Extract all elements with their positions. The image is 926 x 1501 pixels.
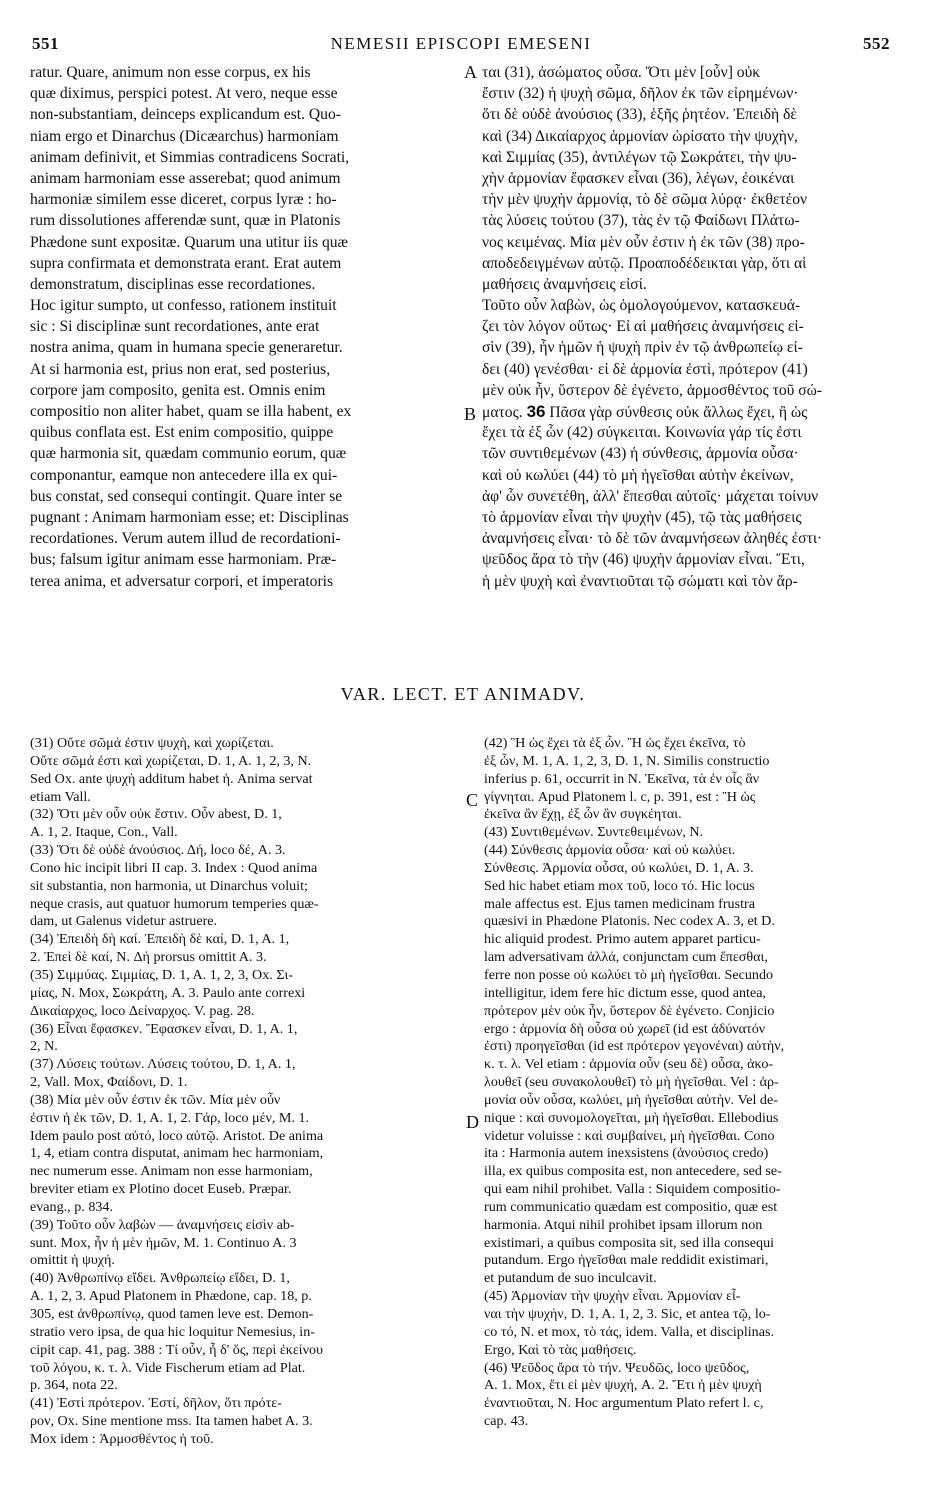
latin-text-line: non-substantiam, deinceps explicandum est. Quo- [30, 106, 341, 124]
note-line: 2, Vall. Mox, Φαίδονι, D. 1. [30, 1074, 188, 1091]
note-line: (32) Ὅτι μὲν οὖν οὐκ ἔστιν. Οὖν abest, D. 1, [30, 806, 282, 823]
latin-text-line: rum dissolutiones afferendæ sunt, quæ in Platonis [30, 212, 341, 230]
note-line: (41) Ἐστὶ πρότερον. Ἐστί, δῆλον, ὅτι πρότε- [30, 1395, 282, 1412]
note-line: τοῦ λόγου, κ. τ. λ. Vide Fischerum etiam ad Plat. [30, 1359, 306, 1376]
note-line: (43) Συντιθεμένων. Συντεθειμένων, N. [484, 824, 704, 841]
note-line: omittit ἡ ψυχή. [30, 1252, 115, 1269]
latin-text-line: harmoniæ similem esse diceret, corpus lyræ : ho- [30, 191, 337, 209]
greek-text-line: δει (40) γενέσθαι· εἰ δὲ ἁρμονία ἐστὶ, πρότερον (41) [482, 360, 808, 378]
greek-text-line: ἀφ' ὧν συνετέθη, ἀλλ' ἕπεσθαι αὐτοῖς· μάχεται τοίνυν [482, 487, 819, 505]
note-line: πρότερον μὲν οὐκ ἦν, ὕστερον δὲ ἐγένετο. Conjicio [484, 1002, 775, 1019]
running-head: NEMESII EPISCOPI EMESENI [330, 34, 592, 53]
greek-text-line: τὰς λύσεις τούτου (37), τὰς ἐν τῷ Φαίδωνι Πλάτω- [482, 212, 800, 230]
note-line: cipit cap. 41, pag. 388 : Τί οὖν, ἦ δ' ὅς, περὶ ἐκείνου [30, 1341, 323, 1358]
greek-text-line: τὴν μὲν ψυχὴν ἁρμονίᾳ, τὸ δὲ σῶμα λύρᾳ· ἐκθετέον [482, 191, 808, 209]
margin-marker-d: D [466, 1112, 479, 1132]
note-line: (34) Ἐπειδὴ δὴ καί. Ἐπειδὴ δὲ καί, D. 1, A. 1, [30, 931, 290, 948]
note-line: (36) Εἶναι ἔφασκεν. Ἔφασκεν εἶναι, D. 1, A. 1, [30, 1020, 298, 1037]
note-line: A. 1, 2, 3. Apud Platonem in Phædone, cap. 18, p. [30, 1288, 312, 1305]
note-line: μονία οὖν οὖσα, κωλύει, μὴ ἡγεῖσθαι αὐτὴν. Vel de- [484, 1091, 778, 1108]
notes-right-column [484, 735, 904, 1431]
greek-text-line: ται (31), ἀσώματος οὖσα. Ὅτι μὲν [οὖν] οὐκ [482, 64, 761, 81]
note-line: Idem paulo post αὐτό, loco αὐτῷ. Aristot. De anima [30, 1127, 324, 1144]
latin-text-line: supra confirmata et demonstrata erant. Erat autem [30, 254, 342, 272]
note-line: co τό, N. et mox, τὸ τάς, idem. Valla, et disciplinas. [484, 1323, 774, 1340]
greek-text-line: καὶ Σιμμίας (35), ἀντιλέγων τῷ Σωκράτει, τὴν ψυ- [482, 148, 797, 166]
note-line: cap. 43. [484, 1413, 529, 1430]
greek-text-line: Τοῦτο οὖν λαβὼν, ὡς ὁμολογούμενον, κατασκευά- [482, 297, 801, 315]
note-line: γίγνηται. Apud Platonem l. c, p. 391, est : Ἢ ὡς [484, 788, 756, 805]
note-line: nique : καὶ συνομολογεῖται, μὴ ἡγεῖσθαι. Ellebodius [484, 1109, 779, 1126]
note-line: sunt. Mox, ἦν ἡ μὲν ἡμῶν, M. 1. Continuo A. 3 [30, 1234, 297, 1251]
note-line: ἐναντιοῦται, N. Hoc argumentum Plato refert l. c, [484, 1395, 764, 1412]
note-line: κ. τ. λ. Vel etiam : ἁρμονία οὖν (seu δὲ) οὖσα, ἀκο- [484, 1056, 774, 1073]
note-line: etiam Vall. [30, 788, 91, 805]
note-line: (33) Ὅτι δὲ οὐδὲ ἀνούσιος. Δή, loco δέ, A. 3. [30, 842, 286, 859]
latin-text-line: bus; falsum igitur animam esse harmoniam. Præ- [30, 551, 337, 569]
greek-text-line: τῶν συντιθεμένων (43) ἡ σύνθεσις, ἁρμονία οὖσα· [482, 445, 799, 463]
greek-text-line: τὸ ἁρμονίαν εἶναι τὴν ψυχὴν (45), τῷ τὰς μαθήσεις [482, 508, 802, 526]
note-line: Sed Ox. ante ψυχὴ additum habet ἡ. Anima servat [30, 770, 313, 787]
note-line: (38) Μία μὲν οὖν ἐστιν ἐκ τῶν. Μία μὲν οὖν [30, 1091, 281, 1108]
latin-text-line: At si harmonia est, prius non erat, sed posterius, [30, 360, 331, 378]
note-line: (37) Λύσεις τούτων. Λύσεις τούτου, D. 1, A. 1, [30, 1056, 296, 1073]
note-line: Cono hic incipit libri II cap. 3. Index : Quod anima [30, 859, 318, 876]
note-line: 305, est ἀνθρωπίνῳ, quod tamen leve est. Demon- [30, 1306, 314, 1322]
margin-marker-b: B [464, 404, 477, 424]
note-line: videtur voluisse : καὶ συμβαίνει, μὴ ἡγεῖσθαι. Cono [484, 1127, 775, 1144]
note-line: harmonia. Atqui nihil prohibet ipsam illorum non [484, 1216, 763, 1233]
note-line: ergo : ἁρμονία δὴ οὖσα οὐ χωρεῖ (id est ἀδύνατόν [484, 1020, 766, 1037]
page-header [32, 34, 890, 56]
greek-text-line: ἔχει τὰ ἐξ ὧν (42) σύγκειται. Κοινωνία γάρ τίς ἐστι [482, 424, 802, 442]
note-line: intelligitur, idem fere hic dictum esse, quod antea, [484, 984, 767, 1001]
note-line: ναι τὴν ψυχήν, D. 1, A. 1, 2, 3. Sic, et antea τῷ, lo- [484, 1306, 771, 1322]
note-line: Σύνθεσις. Ἁρμονία οὖσα, οὐ κωλύει, D. 1, A. 3. [484, 859, 754, 876]
note-line: 2, N. [30, 1038, 58, 1055]
note-line: A. 1. Mox, ἔτι εἰ μὲν ψυχή, A. 2. Ἔτι ἡ μὲν ψυχὴ [484, 1377, 762, 1394]
latin-text-line: Phædone sunt expositæ. Quarum una utitur iis quæ [30, 233, 348, 251]
note-line: ita : Harmonia autem inexsistens (ἀνούσιος credo) [484, 1145, 769, 1162]
note-line: dam, ut Galenus videtur astruere. [30, 913, 218, 930]
note-line: rum communicatio quædam est compositio, quæ est [484, 1198, 778, 1215]
note-line: male affectus est. Ejus tamen medicinam frustra [484, 895, 755, 912]
latin-text-line: niam ergo et Dinarchus (Dicæarchus) harmoniam [30, 127, 339, 145]
latin-text-line: corpore jam composito, genita est. Omnis enim [30, 381, 326, 399]
note-line: ἐκεῖνα ἂν ἔχῃ, ἐξ ὧν ἂν συγκέηται. [484, 806, 682, 823]
latin-text-line: pugnant : Animam harmoniam esse; et: Disciplinas [30, 508, 349, 526]
note-line: (35) Σιμμύας. Σιμμίας, D. 1, A. 1, 2, 3, Ox. Σι- [30, 966, 294, 983]
note-line: ἐστι) προηγεῖσθαι (id est πρότερον γεγονέναι) αὐτὴν, [484, 1038, 785, 1055]
note-line: breviter etiam ex Plotino docet Euseb. Præpar. [30, 1181, 292, 1198]
note-line: stratio vero ipsa, de qua hic loquitur Nemesius, in- [30, 1323, 315, 1340]
note-line: quæsivi in Phædone Platonis. Nec codex A. 3, et D. [484, 913, 775, 930]
note-line: p. 364, nota 22. [30, 1377, 118, 1394]
page-number-right: 552 [863, 34, 890, 53]
note-line: (42) Ἣ ὡς ἔχει τὰ ἐξ ὧν. Ἢ ὡς ἔχει ἐκεῖνα, τὸ [484, 735, 746, 751]
latin-text-line: animam harmoniam esse asserebat; quod animum [30, 169, 341, 187]
note-line: ἐξ ὧν, M. 1, A. 1, 2, 3, D. 1, N. Similis constructio [484, 752, 770, 769]
note-line: evang., p. 834. [30, 1198, 113, 1215]
greek-text-line: χὴν ἁρμονίαν ἔφασκεν εἶναι (36), λέγων, ἐοικέναι [482, 169, 795, 187]
note-line: Ergo, Καὶ τὸ τὰς μαθήσεις. [484, 1341, 637, 1358]
greek-text-line: καὶ οὐ κωλύει (44) τὸ μὴ ἡγεῖσθαι αὐτὴν ἐκείνων, [482, 466, 794, 484]
note-line: (44) Σύνθεσις ἁρμονία οὖσα· καὶ οὐ κωλύει. [484, 842, 736, 859]
page-number-left: 551 [32, 34, 59, 53]
margin-marker-c: C [466, 790, 479, 810]
greek-text-line: μὲν οὐκ ἦν, ὕστερον δὲ ἐγένετο, ἁρμοσθέντος τοῦ σώ- [482, 381, 823, 399]
note-line: inferius p. 61, occurrit in N. Ἐκεῖνα, τὰ ἐν οἷς ἂν [484, 770, 760, 787]
note-line: (40) Ἀνθρωπίνῳ εἴδει. Ἀνθρωπείῳ εἴδει, D. 1, [30, 1270, 290, 1287]
greek-text-line: ἡ μὲν ψυχὴ καὶ ἐναντιοῦται τῷ σώματι καὶ τὸν ἄρ- [482, 572, 798, 590]
greek-text-line: αποδεδειγμένων αὐτῷ. Προαποδέδεικται γὰρ, ὅτι αἱ [482, 254, 807, 272]
notes-left-column [30, 735, 462, 1449]
latin-text-line: quæ harmonia sit, quædam communio eorum, quæ [30, 445, 347, 463]
note-line: lam adversativam ἀλλά, conjunctam cum ἕπεσθαι, [484, 949, 768, 966]
note-line: (31) Οὔτε σῶμά ἐστιν ψυχὴ, καὶ χωρίζεται. [30, 735, 274, 751]
note-line: A. 1, 2. Itaque, Con., Vall. [30, 824, 178, 841]
latin-text-line: recordationes. Verum autem illud de recordationi- [30, 530, 341, 548]
latin-text-line: animam definivit, et Simmias contradicens Socrati, [30, 148, 350, 166]
note-line: putandum. Ergo ἡγεῖσθαι male reddidit existimari, [484, 1252, 769, 1269]
greek-text-line: σὶν (39), ἦν ἡμῶν ἡ ψυχὴ πρὶν ἐν τῷ ἀνθρωπείῳ εἰ- [482, 339, 803, 357]
note-line: Sed hic habet etiam mox τοῦ, loco τό. Hic locus [484, 877, 755, 894]
latin-text-line: quæ diximus, perspici potest. At vero, neque esse [30, 85, 338, 103]
note-line: Οὔτε σῶμά ἐστι καὶ χωρίζεται, D. 1, A. 1, 2, 3, N. [30, 752, 312, 769]
note-line: et putandum de suo inculcavit. [484, 1270, 657, 1287]
note-line: existimari, a quibus composita sit, sed illa consequi [484, 1234, 775, 1251]
latin-text-line: compositio non aliter habet, quam se illa habent, ex [30, 403, 352, 420]
note-line: (39) Τοῦτο οὖν λαβὼν — ἀναμνήσεις εἰσὶν ab- [30, 1216, 295, 1233]
latin-text-column [30, 62, 462, 592]
note-line: 2. Ἐπεὶ δὲ καί, N. Δή prorsus omittit A. 3. [30, 949, 267, 966]
greek-text-line: ἀναμνήσεις εἶναι· τὸ δὲ τῶν ἀναμνήσεων ἀληθές ἐστι· [482, 530, 823, 548]
note-line: 1, 4, etiam contra disputat, animam hec harmoniam, [30, 1145, 324, 1162]
latin-text-line: ratur. Quare, animum non esse corpus, ex his [30, 64, 311, 81]
latin-text-line: nostra anima, quam in humana specie generaretur. [30, 339, 343, 357]
greek-text-line: μαθήσεις ἀναμνήσεις εἰσί. [482, 275, 647, 293]
greek-text-line: νος κειμένας. Μία μὲν οὖν ἐστιν ἡ ἐκ τῶν (38) προ- [482, 233, 805, 251]
greek-text-line: ζει τὸν λόγον οὕτως· Εἰ αἱ μαθήσεις ἀναμνήσεις εἰ- [482, 318, 804, 336]
note-line: qui eam nihil prohibet. Valla : Siquidem compositio- [484, 1181, 781, 1198]
note-line: Δικαίαρχος, loco Δείναρχος. V. pag. 28. [30, 1002, 255, 1019]
latin-text-line: Hoc igitur sumpto, ut confesso, rationem instituit [30, 297, 337, 315]
note-line: nec numerum esse. Animam non esse harmoniam, [30, 1163, 313, 1180]
note-line: (45) Ἁρμονίαν τὴν ψυχὴν εἶναι. Ἁρμονίαν εἶ- [484, 1288, 741, 1305]
note-line: λουθεῖ (seu συνακολουθεῖ) τὸ μὴ ἡγεῖσθαι. Vel : ἁρ- [484, 1074, 779, 1091]
note-line: neque crasis, aut quatuor humorum temperies quæ- [30, 895, 319, 912]
latin-text-line: bus constat, sed consequi contingit. Quare inter se [30, 487, 343, 505]
note-line: ferre non posse οὐ κωλύει τὸ μὴ ἡγεῖσθαι. Secundo [484, 966, 774, 983]
margin-marker-a: A [464, 62, 477, 82]
latin-text-line: quibus conflata est. Est enim compositio, quippe [30, 424, 334, 442]
greek-text-column [482, 62, 900, 592]
greek-text-line: ὅτι δὲ οὐδὲ ἀνούσιος (33), ἑξῆς ῥητέον. Ἐπειδὴ δὲ [482, 106, 797, 124]
note-line: Mox idem : Ἁρμοσθέντος ἡ τοῦ. [30, 1430, 214, 1447]
greek-text-line: ματος. 36 Πᾶσα γὰρ σύνθεσις οὐκ ἄλλως ἔχει, ἢ ὡς [482, 402, 808, 421]
note-line: illa, ex quibus composita est, non antecedere, sed se- [484, 1163, 782, 1180]
note-line: μίας, N. Mox, Σωκράτη, A. 3. Paulo ante correxi [30, 984, 306, 1001]
greek-text-line: ψεῦδος ἄρα τὸ τὴν (46) ψυχὴν ἁρμονίαν εἶναι. Ἔτι, [482, 551, 805, 569]
note-line: sit substantia, non harmonia, ut Dinarchus voluit; [30, 877, 308, 894]
latin-text-line: sic : Si disciplinæ sunt recordationes, ante erat [30, 318, 320, 336]
note-line: ἐστιν ἡ ἐκ τῶν, D. 1, A. 1, 2. Γάρ, loco μέν, M. 1. [30, 1109, 310, 1126]
latin-text-line: componantur, eamque non antecedere illa ex qui- [30, 466, 338, 484]
greek-text-line: ἔστιν (32) ἡ ψυχὴ σῶμα, δῆλον ἐκ τῶν εἰρημένων· [482, 85, 799, 103]
section-title: VAR. LECT. ET ANIMADV. [340, 684, 586, 704]
greek-text-line: καὶ (34) Δικαίαρχος ἁρμονίαν ὡρίσατο τὴν ψυχὴν, [482, 127, 798, 145]
latin-text-line: demonstratum, disciplinas esse recordationes. [30, 275, 316, 293]
note-line: hic aliquid prodest. Primo autem apparet particu- [484, 931, 761, 948]
note-line: ρον, Ox. Sine mentione mss. Ita tamen habet A. 3. [30, 1413, 313, 1430]
section-number: 36 [526, 402, 546, 421]
note-line: (46) Ψεῦδος ἄρα τὸ τήν. Ψευδῶς, loco ψεῦδος, [484, 1359, 750, 1376]
latin-text-line: terea anima, et adversatur corpori, et imperatoris [30, 572, 334, 590]
